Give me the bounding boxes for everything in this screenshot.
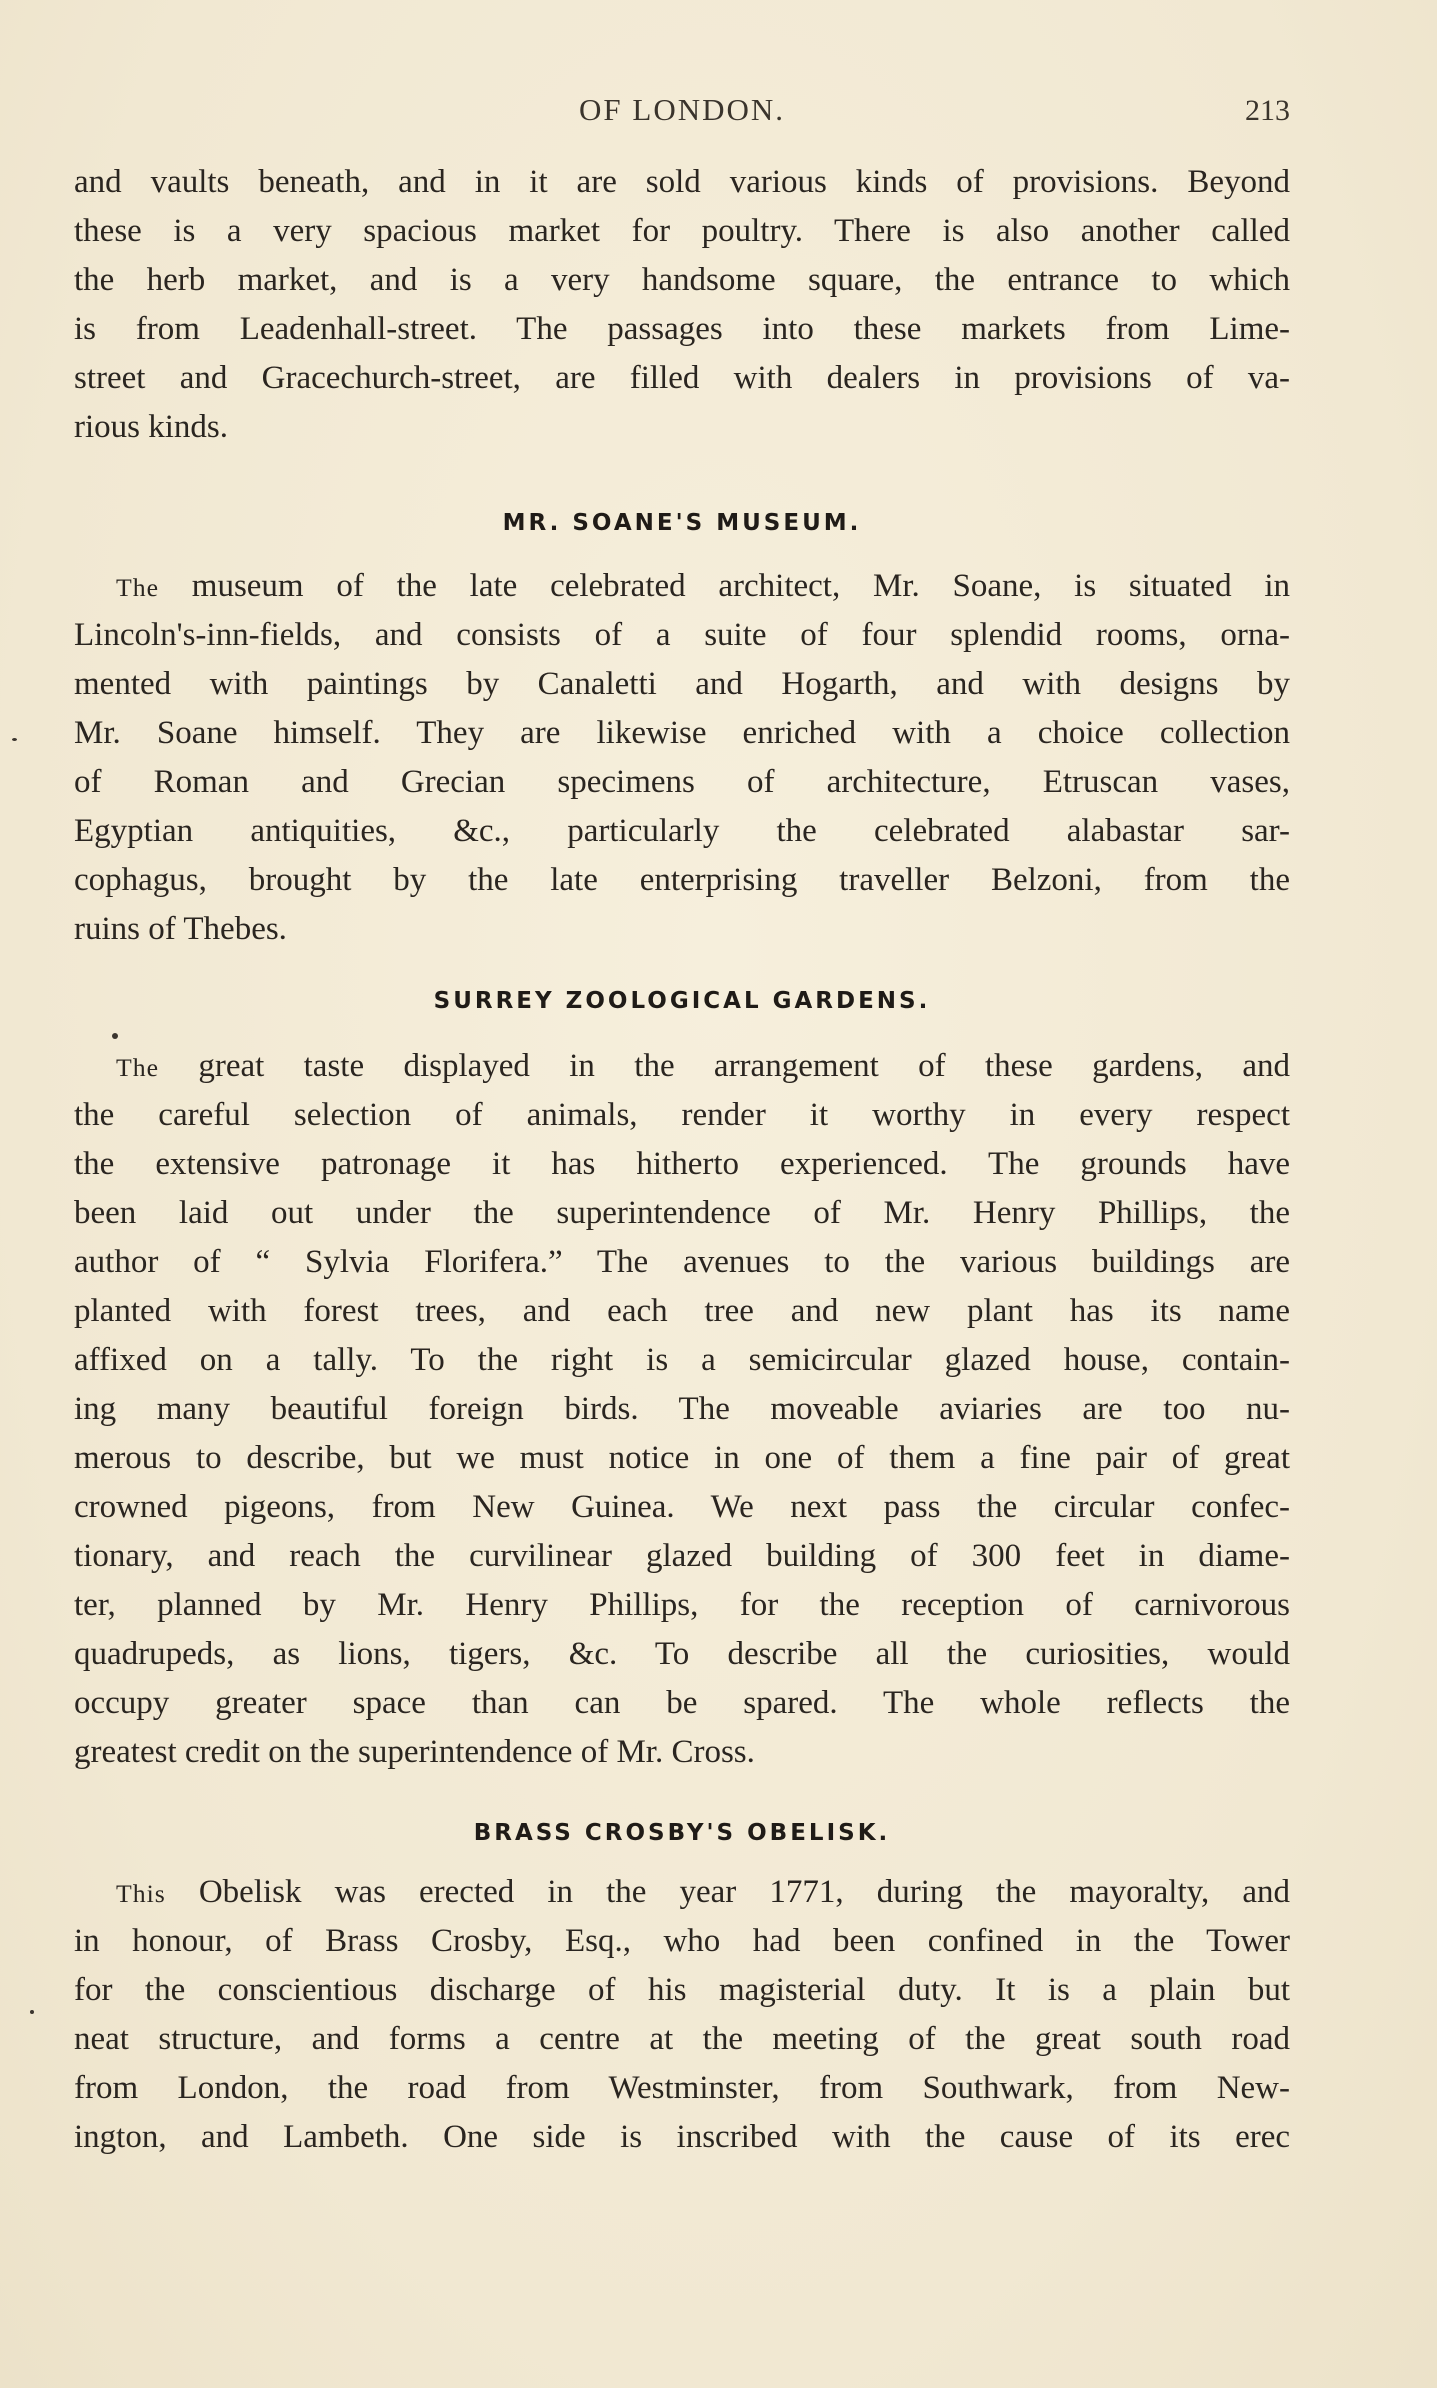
page-number: 213	[1245, 94, 1290, 127]
text-line: Lincoln's-inn-fields, and consists of a suite of four splendid rooms, orna-	[74, 617, 1290, 653]
text-line: ing many beautiful foreign birds. The moveable aviaries are too nu-	[74, 1391, 1290, 1427]
paragraph-crosby	[74, 1868, 1290, 2162]
ink-spot	[30, 2010, 34, 2014]
lead-word: The	[116, 1053, 160, 1082]
text-line: for the conscientious discharge of his magisterial duty. It is a plain but	[74, 1972, 1290, 2008]
paragraph-soane	[74, 562, 1290, 954]
text-line: The museum of the late celebrated architect, Mr. Soane, is situated in	[116, 568, 1290, 604]
text-line: cophagus, brought by the late enterprising traveller Belzoni, from the	[74, 862, 1290, 898]
text-line: author of “ Sylvia Florifera.” The avenues to the various buildings are	[74, 1244, 1290, 1280]
section-heading-crosby: BRASS CROSBY'S OBELISK.	[473, 1820, 891, 1846]
running-head	[74, 92, 1290, 132]
text-line: the careful selection of animals, render it worthy in every respect	[74, 1097, 1290, 1133]
text-line: of Roman and Grecian specimens of architecture, Etruscan vases,	[74, 764, 1290, 800]
text-line: This Obelisk was erected in the year 1771, during the mayoralty, and	[116, 1874, 1290, 1910]
text-line: Egyptian antiquities, &c., particularly the celebrated alabastar sar-	[74, 813, 1290, 849]
text-line: Mr. Soane himself. They are likewise enriched with a choice collection	[74, 715, 1290, 751]
text-line: ruins of Thebes.	[74, 911, 287, 947]
text-line: and vaults beneath, and in it are sold various kinds of provisions. Beyond	[74, 164, 1290, 200]
lead-word: The	[116, 573, 160, 602]
text-line: is from Leadenhall-street. The passages into these markets from Lime-	[74, 311, 1290, 347]
text-line: rious kinds.	[74, 409, 229, 445]
text-line: ter, planned by Mr. Henry Phillips, for the reception of carnivorous	[74, 1587, 1290, 1623]
text-line: planted with forest trees, and each tree and new plant has its name	[74, 1293, 1290, 1329]
text-line: the extensive patronage it has hitherto experienced. The grounds have	[74, 1146, 1290, 1182]
text-line: been laid out under the superintendence of Mr. Henry Phillips, the	[74, 1195, 1290, 1231]
text-line: ington, and Lambeth. One side is inscribed with the cause of its erec	[74, 2119, 1290, 2155]
text-line: affixed on a tally. To the right is a semicircular glazed house, contain-	[74, 1342, 1290, 1378]
paragraph-surrey	[74, 1042, 1290, 1777]
text-line: merous to describe, but we must notice in one of them a fine pair of great	[74, 1440, 1290, 1476]
text-line: in honour, of Brass Crosby, Esq., who had been confined in the Tower	[74, 1923, 1290, 1959]
text-line: these is a very spacious market for poultry. There is also another called	[74, 213, 1290, 249]
running-title: OF LONDON.	[579, 92, 785, 127]
ink-spot	[112, 1033, 118, 1039]
text-line: neat structure, and forms a centre at the meeting of the great south road	[74, 2021, 1290, 2057]
paragraph-market	[74, 158, 1290, 452]
text-line: tionary, and reach the curvilinear glazed building of 300 feet in diame-	[74, 1538, 1290, 1574]
text-line: crowned pigeons, from New Guinea. We next pass the circular confec-	[74, 1489, 1290, 1525]
text-line: from London, the road from Westminster, from Southwark, from New-	[74, 2070, 1290, 2106]
text-line: quadrupeds, as lions, tigers, &c. To describe all the curiosities, would	[74, 1636, 1290, 1672]
text-line: the herb market, and is a very handsome square, the entrance to which	[74, 262, 1290, 298]
ink-spot	[12, 738, 17, 741]
text-line: mented with paintings by Canaletti and Hogarth, and with designs by	[74, 666, 1290, 702]
text-line: occupy greater space than can be spared. The whole reflects the	[74, 1685, 1290, 1721]
lead-word: This	[116, 1879, 166, 1908]
text-line: greatest credit on the superintendence of Mr. Cross.	[74, 1734, 755, 1770]
text-line: The great taste displayed in the arrangement of these gardens, and	[116, 1048, 1290, 1084]
section-heading-surrey: SURREY ZOOLOGICAL GARDENS.	[433, 988, 931, 1014]
section-heading-soane: MR. SOANE'S MUSEUM.	[502, 510, 862, 536]
text-line: street and Gracechurch-street, are filled with dealers in provisions of va-	[74, 360, 1290, 396]
